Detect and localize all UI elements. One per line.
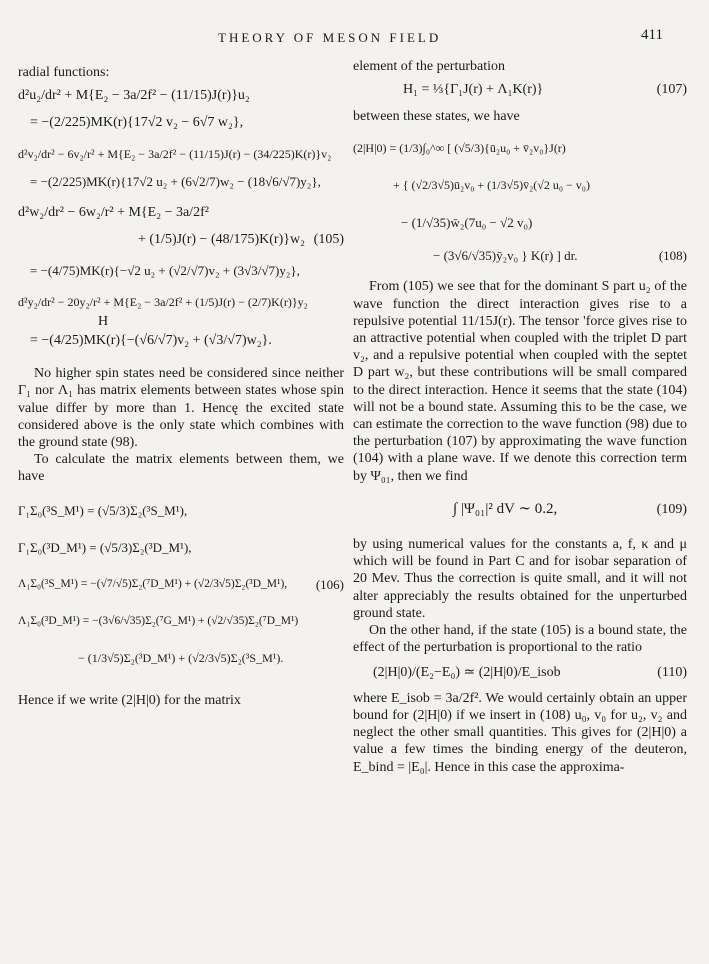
- equation-108: [353, 140, 687, 265]
- eq109-tag: (109): [656, 501, 687, 517]
- paragraph-between: between these states, we have: [353, 109, 520, 125]
- eq105-line-6: + (1/5)J(r) − (48/175)K(r)}w₂: [138, 232, 305, 248]
- paragraph-element: element of the perturbation: [353, 59, 505, 74]
- left-column: [18, 64, 344, 709]
- paragraph-where: where E_isob = 3a/2f². We would certainly obtain an upper bound for (2|H|0) if we insert in (108) u₀, v₀ for u₂, v₂ and neglect the other small quantities. This gives for (2|H|0) a value a few times the binding energy of the deuteron, E_bind = |E₀|. Hence in this case the approxima-: [353, 690, 687, 775]
- equation-110: [353, 664, 687, 681]
- eq106-line-2: Γ₁Σ₀(³D_M¹) = (√5/3)Σ₂(³D_M¹),: [18, 539, 192, 555]
- eq105-line-3: d²v₂/dr² − 6v₂/r² + M{E₂ − 3a/2f² − (11/15)J(r) − (34/225)K(r)}v₂: [18, 146, 332, 161]
- running-header: [0, 27, 709, 52]
- eq106-row-3: [18, 576, 344, 593]
- equation-106: [18, 502, 344, 668]
- eq108-line-3: − (1/√35)w̄₂(7u₀ − √2 v₀): [401, 215, 533, 231]
- eq110-expression: (2|H|0)/(E₂−E₀) ≃ (2|H|0)/E_isob: [373, 665, 561, 681]
- eq108-tag: (108): [658, 248, 687, 264]
- paragraph-hence: Hence if we write (2|H|0) for the matrix: [18, 692, 241, 708]
- eq106-line-1: Γ₁Σ₀(³S_M¹) = (√5/3)Σ₂(³S_M¹),: [18, 502, 188, 518]
- eq109-expression: ∫ |Ψ₀₁|² dV ∼ 0.2,: [453, 500, 558, 517]
- eq107-tag: (107): [656, 82, 687, 98]
- eq106-line-3: Λ₁Σ₀(³S_M¹) = −(√7/√5)Σ₂(⁷D_M¹) + (√2/3√5)Σ₂(³D_M¹),: [18, 578, 288, 591]
- paragraph-radial: radial functions:: [18, 65, 110, 80]
- eq105-line-10: = −(4/25)MK(r){−(√6/√7)v₂ + (√3/√7)w₂}.: [30, 333, 272, 349]
- eq108-line-4: − (3√6/√35)ȳ₂v₀ } K(r) ] dr.: [433, 248, 578, 264]
- eq105-line-5: d²w₂/dr² − 6w₂/r² + M{E₂ − 3a/2f²: [18, 205, 209, 221]
- eq105-line-8: d²y₂/dr² − 20y₂/r² + M{E₂ − 3a/2f² + (1/5)J(r) − (2/7)K(r)}y₂: [18, 294, 308, 309]
- eq106-tag: (106): [315, 577, 344, 593]
- paragraph-no-higher-spin: No higher spin states need be considered since neither Γ₁ nor Λ₁ has matrix elements between states whose spin value differ by more than 1. Hencę the excited state considered above is the only state which combines with the ground state (98).: [18, 366, 344, 451]
- eq105-row-6: [18, 231, 344, 248]
- page-number: 411: [641, 27, 663, 43]
- eq106-line-4: Λ₁Σ₀(³D_M¹) = −(3√6/√35)Σ₂(⁷G_M¹) + (√2/√35)Σ₂(⁷D_M¹): [18, 615, 299, 628]
- eq105-line-4: = −(2/225)MK(r){17√2 u₂ + (6√2/7)w₂ − (18√6/√7)y₂},: [30, 173, 321, 189]
- eq108-line-2: + { (√2/3√5)ū₂v₀ + (1/3√5)v̄₂(√2 u₀ − v₀): [393, 177, 590, 192]
- eq106-line-5: − (1/3√5)Σ₂(³D_M¹) + (√2/3√5)Σ₂(³S_M¹).: [78, 651, 284, 666]
- equation-105: [18, 87, 344, 349]
- equation-107: [353, 81, 687, 98]
- paragraph-from-105: From (105) we see that for the dominant S part u₂ of the wave function the direct interaction gives rise to a repulsive potential 11/15J(r). The tensor 'force gives rise to an attractive potential when coupled with the triplet D part v₂, and a repulsive potential when coupled with the septet D part w₂, but these contributions will be small compared to the direct interaction. Hence it seems that the state (104) will not be a bound state. Assuming this to be the case, we can estimate the correction to the wave function (98) due to the perturbation (107) by approximating the wave function (104) with a plane wave. If we denote this correction term by Ψ₀₁, then we find: [353, 279, 687, 484]
- paragraph-other-hand: On the other hand, if the state (105) is a bound state, the effect of the perturbation is proportional to the ratio: [353, 623, 687, 656]
- equation-109: [353, 501, 687, 518]
- eq105-line-1: d²u₂/dr² + M{E₂ − 3a/2f² − (11/15)J(r)}u₂: [18, 88, 250, 104]
- eq108-row-4: [353, 247, 687, 264]
- eq105-line-9: H: [98, 313, 109, 329]
- paragraph-numerical: by using numerical values for the constants a, f, κ and μ which will be found in Part C and for isobar separation of 20 Mev. Thus the correction is quite small, and it will not alter appreciably the results obtained for the unperturbed ground state.: [353, 537, 687, 621]
- eq110-tag: (110): [657, 665, 687, 681]
- eq105-line-7: = −(4/75)MK(r){−√2 u₂ + (√2/√7)v₂ + (3√3/√7)y₂},: [30, 263, 300, 279]
- running-title: THEORY OF MESON FIELD: [218, 30, 442, 45]
- eq105-line-2: = −(2/225)MK(r){17√2 v₂ − 6√7 w₂},: [30, 115, 244, 131]
- eq108-line-1: (2|H|0) = (1/3)∫₀^∞ [ (√5/3){ū₂u₀ + v̄₂v₀}J(r): [353, 140, 566, 155]
- right-column: [353, 59, 687, 776]
- eq107-expression: H₁ = ⅓{Γ₁J(r) + Λ₁K(r)}: [403, 82, 544, 98]
- eq105-tag: (105): [313, 232, 344, 248]
- paragraph-to-calculate: To calculate the matrix elements between them, we have: [18, 452, 344, 485]
